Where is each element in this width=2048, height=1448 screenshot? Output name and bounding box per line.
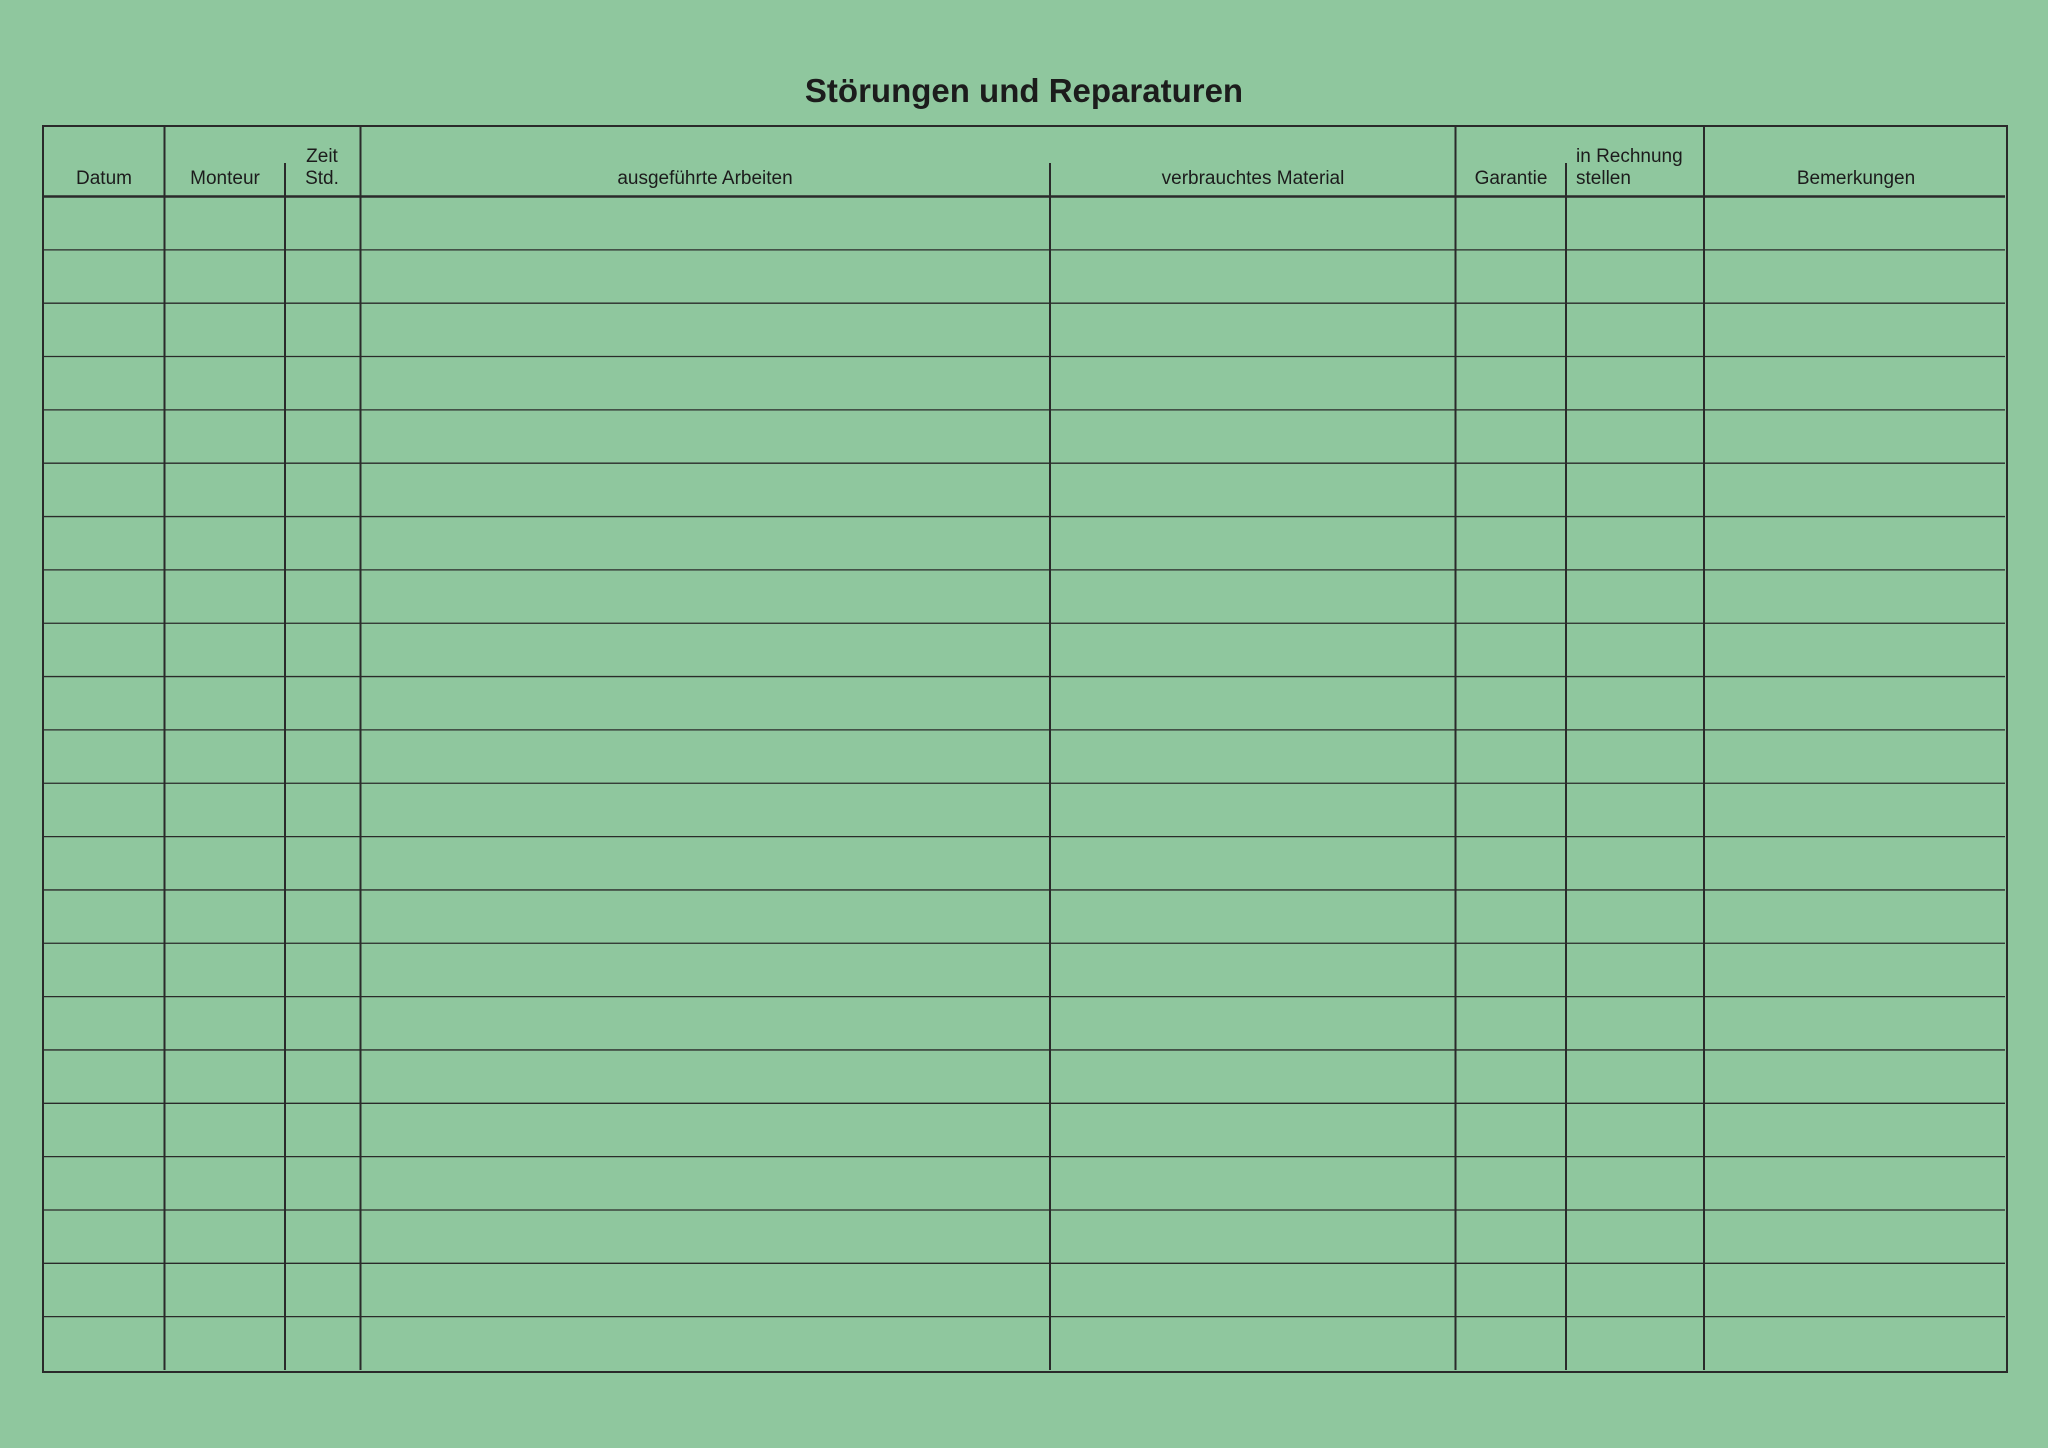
header-material-label: verbrauchtes Material	[1161, 168, 1345, 189]
header-arbeiten-label: ausgeführte Arbeiten	[617, 168, 793, 189]
header-garantie-label: Garantie	[1474, 168, 1548, 189]
header-zeit	[305, 146, 339, 190]
repair-log-table	[42, 125, 2008, 1373]
header-datum	[76, 168, 132, 190]
row-rules	[44, 250, 2005, 1317]
table-grid	[44, 127, 2005, 1370]
header-garantie	[1475, 168, 1548, 190]
header-bemerkungen	[1797, 168, 1915, 190]
header-datum-label: Datum	[76, 168, 132, 189]
header-zeit-line2: Std.	[305, 168, 339, 189]
header-monteur-label: Monteur	[190, 168, 260, 189]
header-rechnung-line1: in Rechnung	[1576, 146, 1683, 167]
header-bemerkungen-label: Bemerkungen	[1796, 168, 1916, 189]
header-rechnung	[1576, 146, 1683, 190]
header-zeit-line1: Zeit	[306, 146, 338, 167]
header-material	[1162, 168, 1345, 190]
header-arbeiten	[617, 168, 792, 190]
header-rechnung-line2: stellen	[1576, 168, 1631, 189]
form-title: Störungen und Reparaturen	[804, 72, 1244, 109]
header-monteur	[190, 168, 260, 190]
